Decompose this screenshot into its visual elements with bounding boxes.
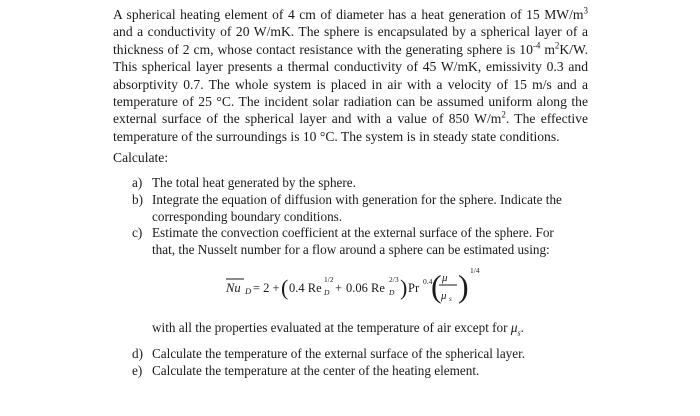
problem-statement <box>113 6 588 145</box>
item-letter: b) <box>132 192 143 207</box>
big-left-paren: ( <box>431 268 442 304</box>
item-text: Integrate the equation of diffusion with generation for the sphere. Indicate the corresponding boundary conditions. <box>152 192 562 224</box>
mu-subscript: s <box>517 328 521 338</box>
item-text: The total heat generated by the sphere. <box>152 175 356 190</box>
term1-exp: 1/2 <box>324 275 334 284</box>
nu-symbol: Nu <box>226 281 241 295</box>
term2: 0.06 Re <box>346 281 385 295</box>
superscript-2b: 2 <box>501 109 506 120</box>
statement-part-3: m <box>540 41 555 57</box>
superscript-neg4: -4 <box>532 40 541 51</box>
nusselt-formula <box>224 262 484 306</box>
statement-part-5: . The effective temperature of the surroundings is 10 °C. The system is in steady state conditions. <box>113 111 588 144</box>
note-text: with all the properties evaluated at the temperature of air except for <box>152 320 511 335</box>
note-end: . <box>520 320 524 335</box>
calculate-label: Calculate: <box>113 150 169 165</box>
item-text: Calculate the temperature at the center of the heating element. <box>152 363 480 378</box>
item-letter: e) <box>132 363 143 378</box>
prandtl-exp: 0.4 <box>423 277 433 286</box>
properties-note <box>152 320 524 338</box>
item-letter: c) <box>132 225 143 240</box>
item-b <box>132 191 572 225</box>
term2-sub: D <box>389 288 395 297</box>
superscript-2a: 2 <box>554 40 560 51</box>
mu-symbol: μ <box>510 320 518 335</box>
statement-part-2: and a conductivity of 20 W/mK. The sphere is encapsulated by a spherical layer of a thickness of 2 cm, whose contact resistance with the generating sphere is 10 <box>113 24 588 57</box>
equals-two: = 2 + <box>253 281 280 295</box>
statement-part-1: A spherical heating element of 4 cm of diameter has a heat generation of 15 MW/m <box>113 7 584 22</box>
right-paren: ) <box>400 275 408 300</box>
prandtl: Pr <box>408 281 420 295</box>
item-a <box>132 174 572 191</box>
statement-part-4: K/W. This spherical layer presents a thermal conductivity of 45 W/mK, emissivity 0.3 and absorptivity 0.7. The whole system is placed in air with a velocity of 15 m/s and a temperature of 25 °C. The incident solar radiation can be assumed uniform along the external surface of the spherical layer and with a value of 850 W/m <box>113 41 588 127</box>
term1-sub: D <box>324 288 330 297</box>
item-d <box>132 345 572 362</box>
left-paren: ( <box>281 275 289 300</box>
item-text: Estimate the convection coefficient at the external surface of the sphere. For that, the Nusselt number for a flow around a sphere can be estimated using: <box>152 225 554 257</box>
frac-denominator: μ <box>441 290 447 302</box>
plus-sign: + <box>335 281 343 295</box>
term2-exp: 2/3 <box>389 275 399 284</box>
term1: 0.4 Re <box>289 281 322 295</box>
big-right-paren: ) <box>458 268 469 304</box>
item-letter: d) <box>132 346 143 361</box>
superscript-3: 3 <box>583 5 588 16</box>
item-text: Calculate the temperature of the external surface of the spherical layer. <box>152 346 526 361</box>
item-e <box>132 362 572 379</box>
item-letter: a) <box>132 175 143 190</box>
item-c <box>132 224 572 258</box>
outer-exponent: 1/4 <box>470 266 480 275</box>
nu-subscript: D <box>245 286 252 296</box>
frac-numerator: μ <box>442 272 448 284</box>
frac-den-sub: s <box>449 295 452 303</box>
